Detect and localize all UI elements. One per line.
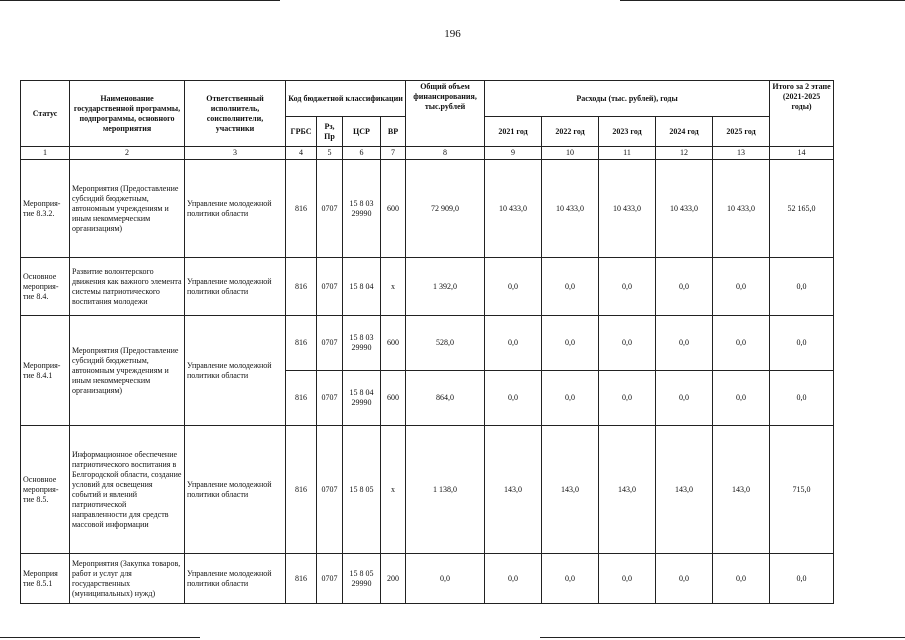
cell-vr: х (381, 258, 406, 316)
header-year-2025: 2025 год (713, 117, 770, 147)
cell-sum: 0,0 (770, 371, 834, 426)
page-number: 196 (444, 28, 461, 40)
cell-2024: 143,0 (656, 426, 713, 554)
cell-name: Мероприятия (Предоставление субсидий бюджетным, автономным учреждениям и иным некоммерческим организациям) (70, 316, 185, 426)
cell-2024: 0,0 (656, 316, 713, 371)
col-num: 3 (185, 147, 286, 160)
cell-total: 1 138,0 (406, 426, 485, 554)
cell-2021: 10 433,0 (485, 160, 542, 258)
cell-vr: 200 (381, 554, 406, 604)
cell-rzpr: 0707 (317, 371, 343, 426)
cell-vr: 600 (381, 316, 406, 371)
cell-csr: 15 8 05 (343, 426, 381, 554)
col-num: 2 (70, 147, 185, 160)
header-row-1 (21, 81, 834, 117)
cell-sum: 52 165,0 (770, 160, 834, 258)
cell-name: Мероприятия (Предоставление субсидий бюджетным, автономным учреждениям и иным некоммерческим организациям) (70, 160, 185, 258)
table-row (21, 258, 834, 316)
cell-vr: х (381, 426, 406, 554)
header-executor: Ответственный исполнитель, соисполнители, участники (185, 81, 286, 147)
cell-csr: 15 8 03 29990 (343, 160, 381, 258)
table-row (21, 426, 834, 554)
cell-2021: 0,0 (485, 554, 542, 604)
cell-2025: 0,0 (713, 316, 770, 371)
cell-2023: 10 433,0 (599, 160, 656, 258)
col-num: 1 (21, 147, 70, 160)
top-rule-left (0, 0, 280, 1)
table-row (21, 160, 834, 258)
cell-rzpr: 0707 (317, 554, 343, 604)
cell-2025: 0,0 (713, 554, 770, 604)
header-csr: ЦСР (343, 117, 381, 147)
cell-2025: 143,0 (713, 426, 770, 554)
col-num: 9 (485, 147, 542, 160)
bottom-rule-right (540, 637, 905, 638)
cell-name: Мероприятия (Закупка товаров, работ и услуг для государственных (муниципальных) нужд) (70, 554, 185, 604)
cell-2023: 0,0 (599, 258, 656, 316)
cell-grbs: 816 (286, 316, 317, 371)
cell-executor: Управление молодежной политики области (185, 160, 286, 258)
cell-rzpr: 0707 (317, 160, 343, 258)
col-num: 11 (599, 147, 656, 160)
cell-sum: 0,0 (770, 258, 834, 316)
cell-sum: 0,0 (770, 554, 834, 604)
header-grbs: ГРБС (286, 117, 317, 147)
cell-2025: 0,0 (713, 258, 770, 316)
budget-table (20, 80, 834, 604)
cell-grbs: 816 (286, 258, 317, 316)
cell-2024: 0,0 (656, 554, 713, 604)
cell-csr: 15 8 04 (343, 258, 381, 316)
header-vr: ВР (381, 117, 406, 147)
header-total-funding: Общий объем финансирования, тыс.рублей (406, 81, 485, 147)
cell-rzpr: 0707 (317, 316, 343, 371)
cell-2023: 0,0 (599, 554, 656, 604)
col-num: 8 (406, 147, 485, 160)
table-row (21, 316, 834, 371)
cell-grbs: 816 (286, 426, 317, 554)
cell-total: 72 909,0 (406, 160, 485, 258)
header-status: Статус (21, 81, 70, 147)
table-row (21, 554, 834, 604)
header-year-2021: 2021 год (485, 117, 542, 147)
cell-2023: 0,0 (599, 371, 656, 426)
cell-vr: 600 (381, 160, 406, 258)
cell-status: Мероприя тие 8.5.1 (21, 554, 70, 604)
cell-status: Мероприя-тие 8.3.2. (21, 160, 70, 258)
header-year-2022: 2022 год (542, 117, 599, 147)
col-num: 5 (317, 147, 343, 160)
cell-executor: Управление молодежной политики области (185, 554, 286, 604)
cell-status: Основное мероприя-тие 8.5. (21, 426, 70, 554)
col-num: 7 (381, 147, 406, 160)
cell-executor: Управление молодежной политики области (185, 426, 286, 554)
cell-2025: 0,0 (713, 371, 770, 426)
col-num: 6 (343, 147, 381, 160)
cell-grbs: 816 (286, 554, 317, 604)
cell-status: Основное мероприя-тие 8.4. (21, 258, 70, 316)
cell-total: 528,0 (406, 316, 485, 371)
cell-2021: 143,0 (485, 426, 542, 554)
cell-name: Информационное обеспечение патриотического воспитания в Белгородской области, создание условий для освещения событий и явлений патриотической направленности для средств массовой информации (70, 426, 185, 554)
cell-sum: 0,0 (770, 316, 834, 371)
header-rzpr: Рз, Пр (317, 117, 343, 147)
header-total-stage: Итого за 2 этапе (2021-2025 годы) (770, 81, 834, 147)
cell-csr: 15 8 03 29990 (343, 316, 381, 371)
column-number-row (21, 147, 834, 160)
col-num: 14 (770, 147, 834, 160)
cell-vr: 600 (381, 371, 406, 426)
cell-2024: 0,0 (656, 258, 713, 316)
cell-2023: 0,0 (599, 316, 656, 371)
cell-2024: 10 433,0 (656, 160, 713, 258)
top-rule-right (620, 0, 905, 1)
cell-name: Развитие волонтерского движения как важного элемента системы патриотического воспитания молодежи (70, 258, 185, 316)
cell-2022: 0,0 (542, 371, 599, 426)
cell-2021: 0,0 (485, 258, 542, 316)
cell-total: 864,0 (406, 371, 485, 426)
cell-rzpr: 0707 (317, 258, 343, 316)
cell-2021: 0,0 (485, 316, 542, 371)
cell-2022: 10 433,0 (542, 160, 599, 258)
cell-2022: 143,0 (542, 426, 599, 554)
cell-2024: 0,0 (656, 371, 713, 426)
col-num: 13 (713, 147, 770, 160)
header-year-2023: 2023 год (599, 117, 656, 147)
cell-2023: 143,0 (599, 426, 656, 554)
header-year-2024: 2024 год (656, 117, 713, 147)
header-budget-code: Код бюджетной классификации (286, 81, 406, 117)
cell-csr: 15 8 05 29990 (343, 554, 381, 604)
cell-sum: 715,0 (770, 426, 834, 554)
cell-grbs: 816 (286, 160, 317, 258)
cell-rzpr: 0707 (317, 426, 343, 554)
cell-executor: Управление молодежной политики области (185, 258, 286, 316)
cell-total: 1 392,0 (406, 258, 485, 316)
cell-csr: 15 8 04 29990 (343, 371, 381, 426)
cell-2022: 0,0 (542, 316, 599, 371)
cell-2025: 10 433,0 (713, 160, 770, 258)
col-num: 10 (542, 147, 599, 160)
col-num: 12 (656, 147, 713, 160)
cell-2021: 0,0 (485, 371, 542, 426)
col-num: 4 (286, 147, 317, 160)
bottom-rule-left (0, 637, 200, 638)
cell-2022: 0,0 (542, 258, 599, 316)
cell-total: 0,0 (406, 554, 485, 604)
cell-2022: 0,0 (542, 554, 599, 604)
cell-status: Мероприя-тие 8.4.1 (21, 316, 70, 426)
cell-executor: Управление молодежной политики области (185, 316, 286, 426)
header-expenses: Расходы (тыс. рублей), годы (485, 81, 770, 117)
cell-grbs: 816 (286, 371, 317, 426)
header-name: Наименование государственной программы, подпрограммы, основного мероприятия (70, 81, 185, 147)
